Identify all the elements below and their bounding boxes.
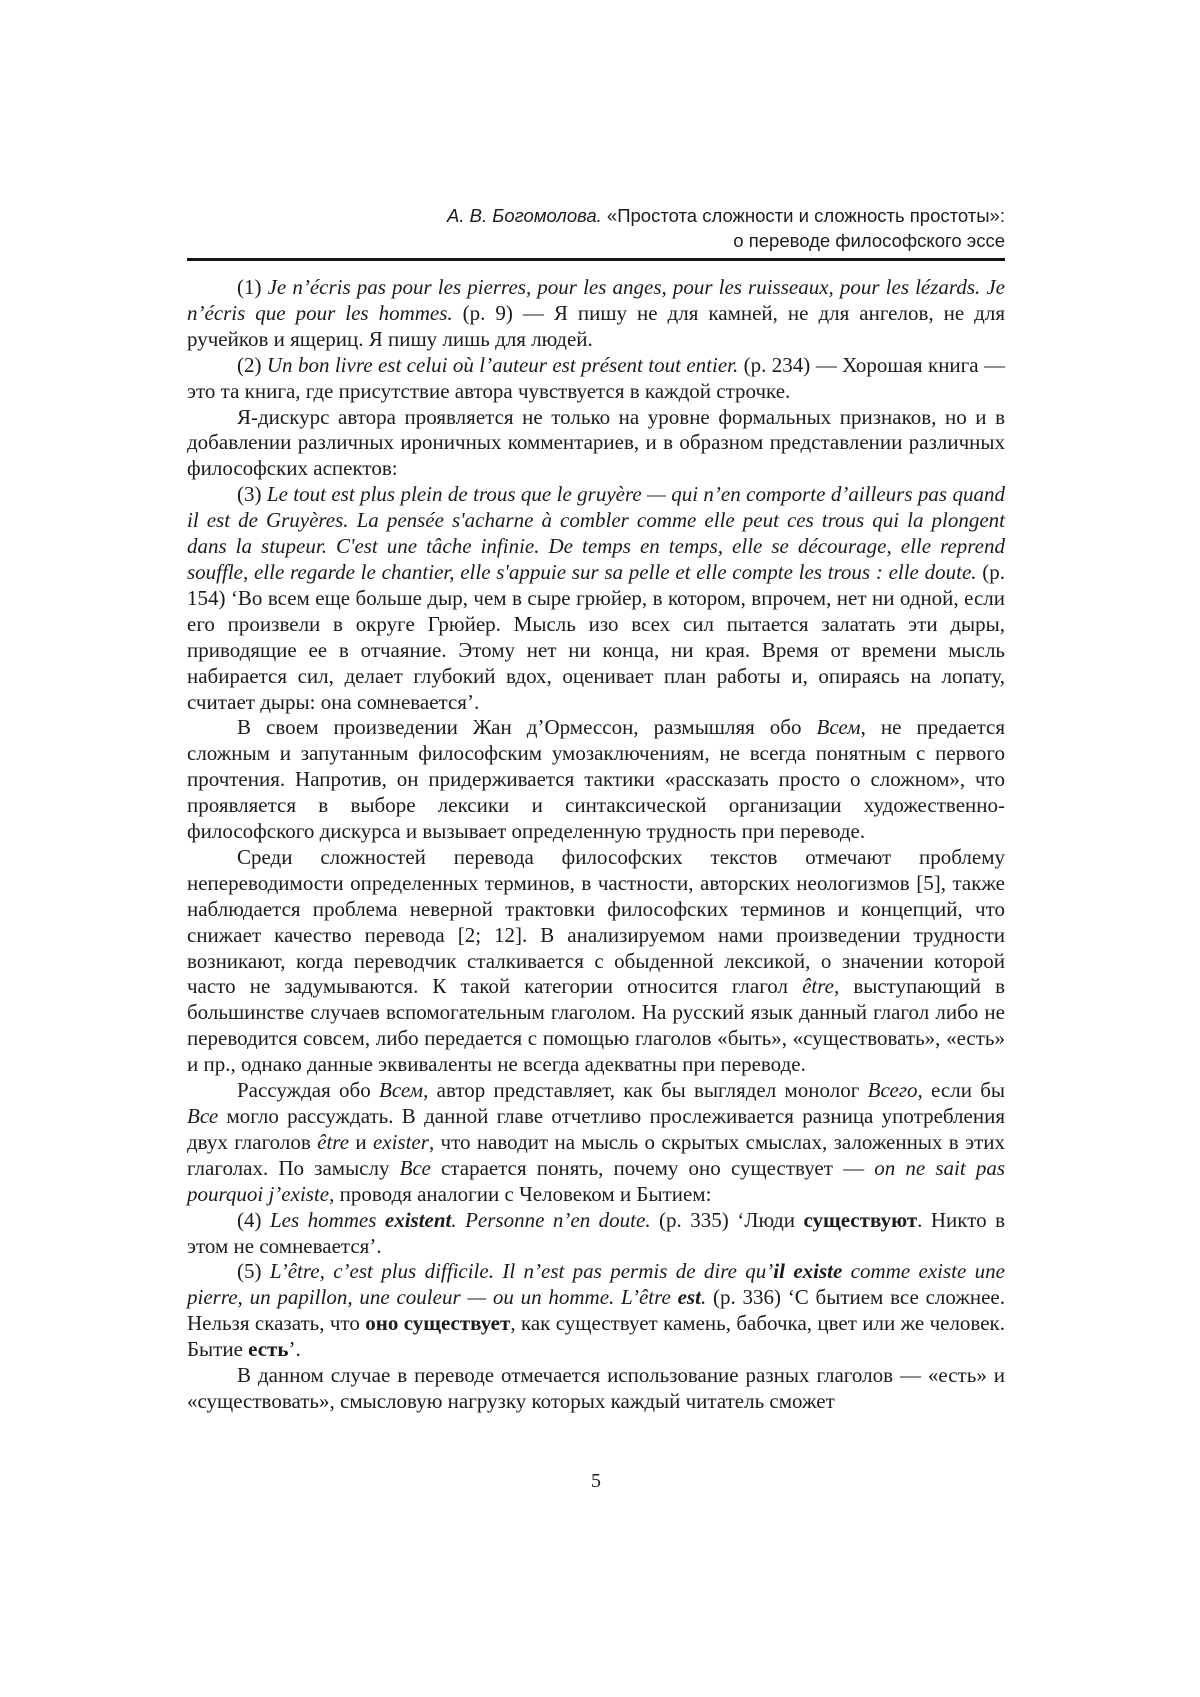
running-header-author: А. В. Богомолова.: [447, 205, 602, 226]
paragraph: [187, 1208, 1005, 1260]
text-run: Я-дискурс автора проявляется не только на уровне формальных признаков, но и в добавлении различных ироничных комментариев, и в образном представлении различных философских аспектов:: [187, 404, 1005, 481]
paragraph: [187, 405, 1005, 483]
running-header-line1: [187, 203, 1005, 228]
text-run: Всего: [867, 1078, 918, 1103]
text-run: Все: [187, 1104, 219, 1128]
text-run: , если бы: [917, 1078, 1006, 1103]
running-header: [187, 203, 1005, 253]
text-run: existent: [384, 1207, 452, 1232]
paragraph: [187, 482, 1005, 715]
text-run: comme existe une pierre, un papillon, une couleur — ou un homme. L’être: [187, 1259, 1005, 1310]
text-run: , выступающий в большинстве случаев вспомогательным глаголом. На русский язык данный глагол либо не переводится совсем, либо передается с помощью глаголов «быть», «существовать», «есть» и пр., однако данные эквиваленты не всегда адекватны при переводе.: [187, 974, 1005, 1077]
text-run: и: [349, 1129, 373, 1154]
text-run: Le tout est plus plein de trous que le gruyère — qui n’en comporte d’ailleurs pas quand il est de Gruyères. La pensée s'acharne à combler comme elle peut ces trous qui la plongent dans la stupeur. C'est une tâche infinie. De temps en temps, elle se décourage, elle reprend souffle, elle regarde le chantier, elle s'appuie sur sa pelle et elle compte les trous : elle doute.: [187, 482, 1005, 584]
text-run: могло рассуждать. В данной главе отчетливо прослеживается разница употребления двух глаголов: [187, 1104, 1005, 1154]
text-run: (1): [237, 275, 268, 299]
header-rule: [187, 258, 1005, 261]
text-run: on ne sait pas pourquoi j’existe: [187, 1155, 1005, 1206]
paragraph: [187, 1259, 1005, 1363]
text-run: Все: [399, 1155, 431, 1180]
text-run: être: [317, 1129, 350, 1154]
text-run: (p. 336) ‘С бытием все сложнее. Нельзя сказать, что: [187, 1285, 1005, 1336]
text-run: Среди сложностей перевода философских текстов отмечают проблему непереводимости определенных терминов, в частности, авторских неологизмов [5], также наблюдается проблема неверной трактовки философских терминов и концепций, что снижает качество перевода [2; 12]. В анализируемом нами произведении трудности возникают, когда переводчик сталкивается с обыденной лексикой, о значении которой часто не задумываются. К такой категории относится глагол: [187, 844, 1005, 999]
text-run: Les hommes: [269, 1207, 385, 1232]
paragraph: [187, 845, 1005, 1078]
running-header-title: «Простота сложности и сложность простоты»:: [601, 205, 1005, 226]
text-run: Un bon livre est celui où l’auteur est présent tout entier.: [266, 352, 739, 377]
text-run: être: [802, 974, 834, 999]
page-number: 5: [591, 1470, 601, 1492]
text-run: (3): [237, 482, 267, 507]
text-run: Рассуждая обо: [237, 1078, 380, 1103]
text-run: .: [700, 1285, 707, 1310]
text-run: Je n’écris pas pour les pierres, pour les anges, pour les ruisseaux, pour les lézards. Je n’écris que pour les hommes.: [187, 275, 1005, 325]
text-run: . Никто в этом не сомневается’.: [187, 1207, 1005, 1258]
paragraph: [187, 275, 1005, 353]
text-run: есть: [248, 1337, 289, 1362]
text-run: старается понять, почему оно существует —: [430, 1155, 875, 1180]
text-run: существуют: [803, 1207, 918, 1232]
text-run: il existe: [773, 1259, 843, 1284]
running-header-subtitle: о переводе философского эссе: [733, 230, 1005, 251]
body-text: [187, 275, 1005, 1415]
paragraph: [187, 353, 1005, 405]
text-run: Всем: [816, 715, 861, 740]
text-run: est: [677, 1285, 701, 1310]
paragraph: [187, 1078, 1005, 1208]
text-run: В данном случае в переводе отмечается использование разных глаголов — «есть» и «существовать», смысловую нагрузку которых каждый читатель сможет: [187, 1363, 1005, 1413]
text-run: ’.: [288, 1337, 301, 1362]
text-run: , не предается сложным и запутанным философским умозаключениям, не всегда понятным с первого прочтения. Напротив, он придерживается тактики «рассказать просто о сложном», что проявляется в выборе лексики и синтаксической организации художественно-философского дискурса и вызывает определенную трудность при переводе.: [187, 715, 1005, 844]
text-run: L’être, c’est plus difficile. Il n’est pas permis de dire qu’: [269, 1259, 774, 1284]
text-run: (4): [237, 1207, 270, 1232]
text-run: . Personne n’en doute.: [451, 1207, 651, 1232]
text-run: (p. 335) ‘Люди: [650, 1207, 804, 1232]
paragraph: [187, 1363, 1005, 1415]
text-run: , что наводит на мысль о скрытых смыслах, заложенных в этих глаголах. По замыслу: [187, 1129, 1005, 1180]
text-run: (p. 9) — Я пишу не для камней, не для ангелов, не для ручейков и ящериц. Я пишу лишь для людей.: [187, 300, 1005, 351]
text-run: В своем произведении Жан д’Ормессон, размышляя обо: [237, 715, 817, 740]
text-run: exister: [372, 1129, 429, 1154]
text-run: (2): [237, 352, 267, 377]
text-run: (p. 234) — Хорошая книга — это та книга, где присутствие автора чувствуется в каждой строчке.: [187, 352, 1005, 403]
paragraph: [187, 715, 1005, 845]
text-run: , автор представляет, как бы выглядел монолог: [423, 1078, 868, 1103]
text-run: , проводя аналогии с Человеком и Бытием:: [329, 1181, 712, 1206]
text-run: (p. 154) ‘Во всем еще больше дыр, чем в сыре грюйер, в котором, впрочем, нет ни одной, если его произвели в округе Грюйер. Мысль изо всех сил пытается залатать эти дыры, приводящие ее в отчаяние. Этому нет ни конца, ни края. Время от времени мысль набирается сил, делает глубокий вдох, оценивает план работы и, опираясь на лопату, считает дыры: она сомневается’.: [187, 559, 1006, 714]
text-run: Всем: [379, 1078, 424, 1103]
text-run: (5): [237, 1259, 270, 1284]
text-run: оно существует: [365, 1311, 511, 1336]
text-run: , как существует камень, бабочка, цвет или же человек. Бытие: [187, 1311, 1005, 1362]
